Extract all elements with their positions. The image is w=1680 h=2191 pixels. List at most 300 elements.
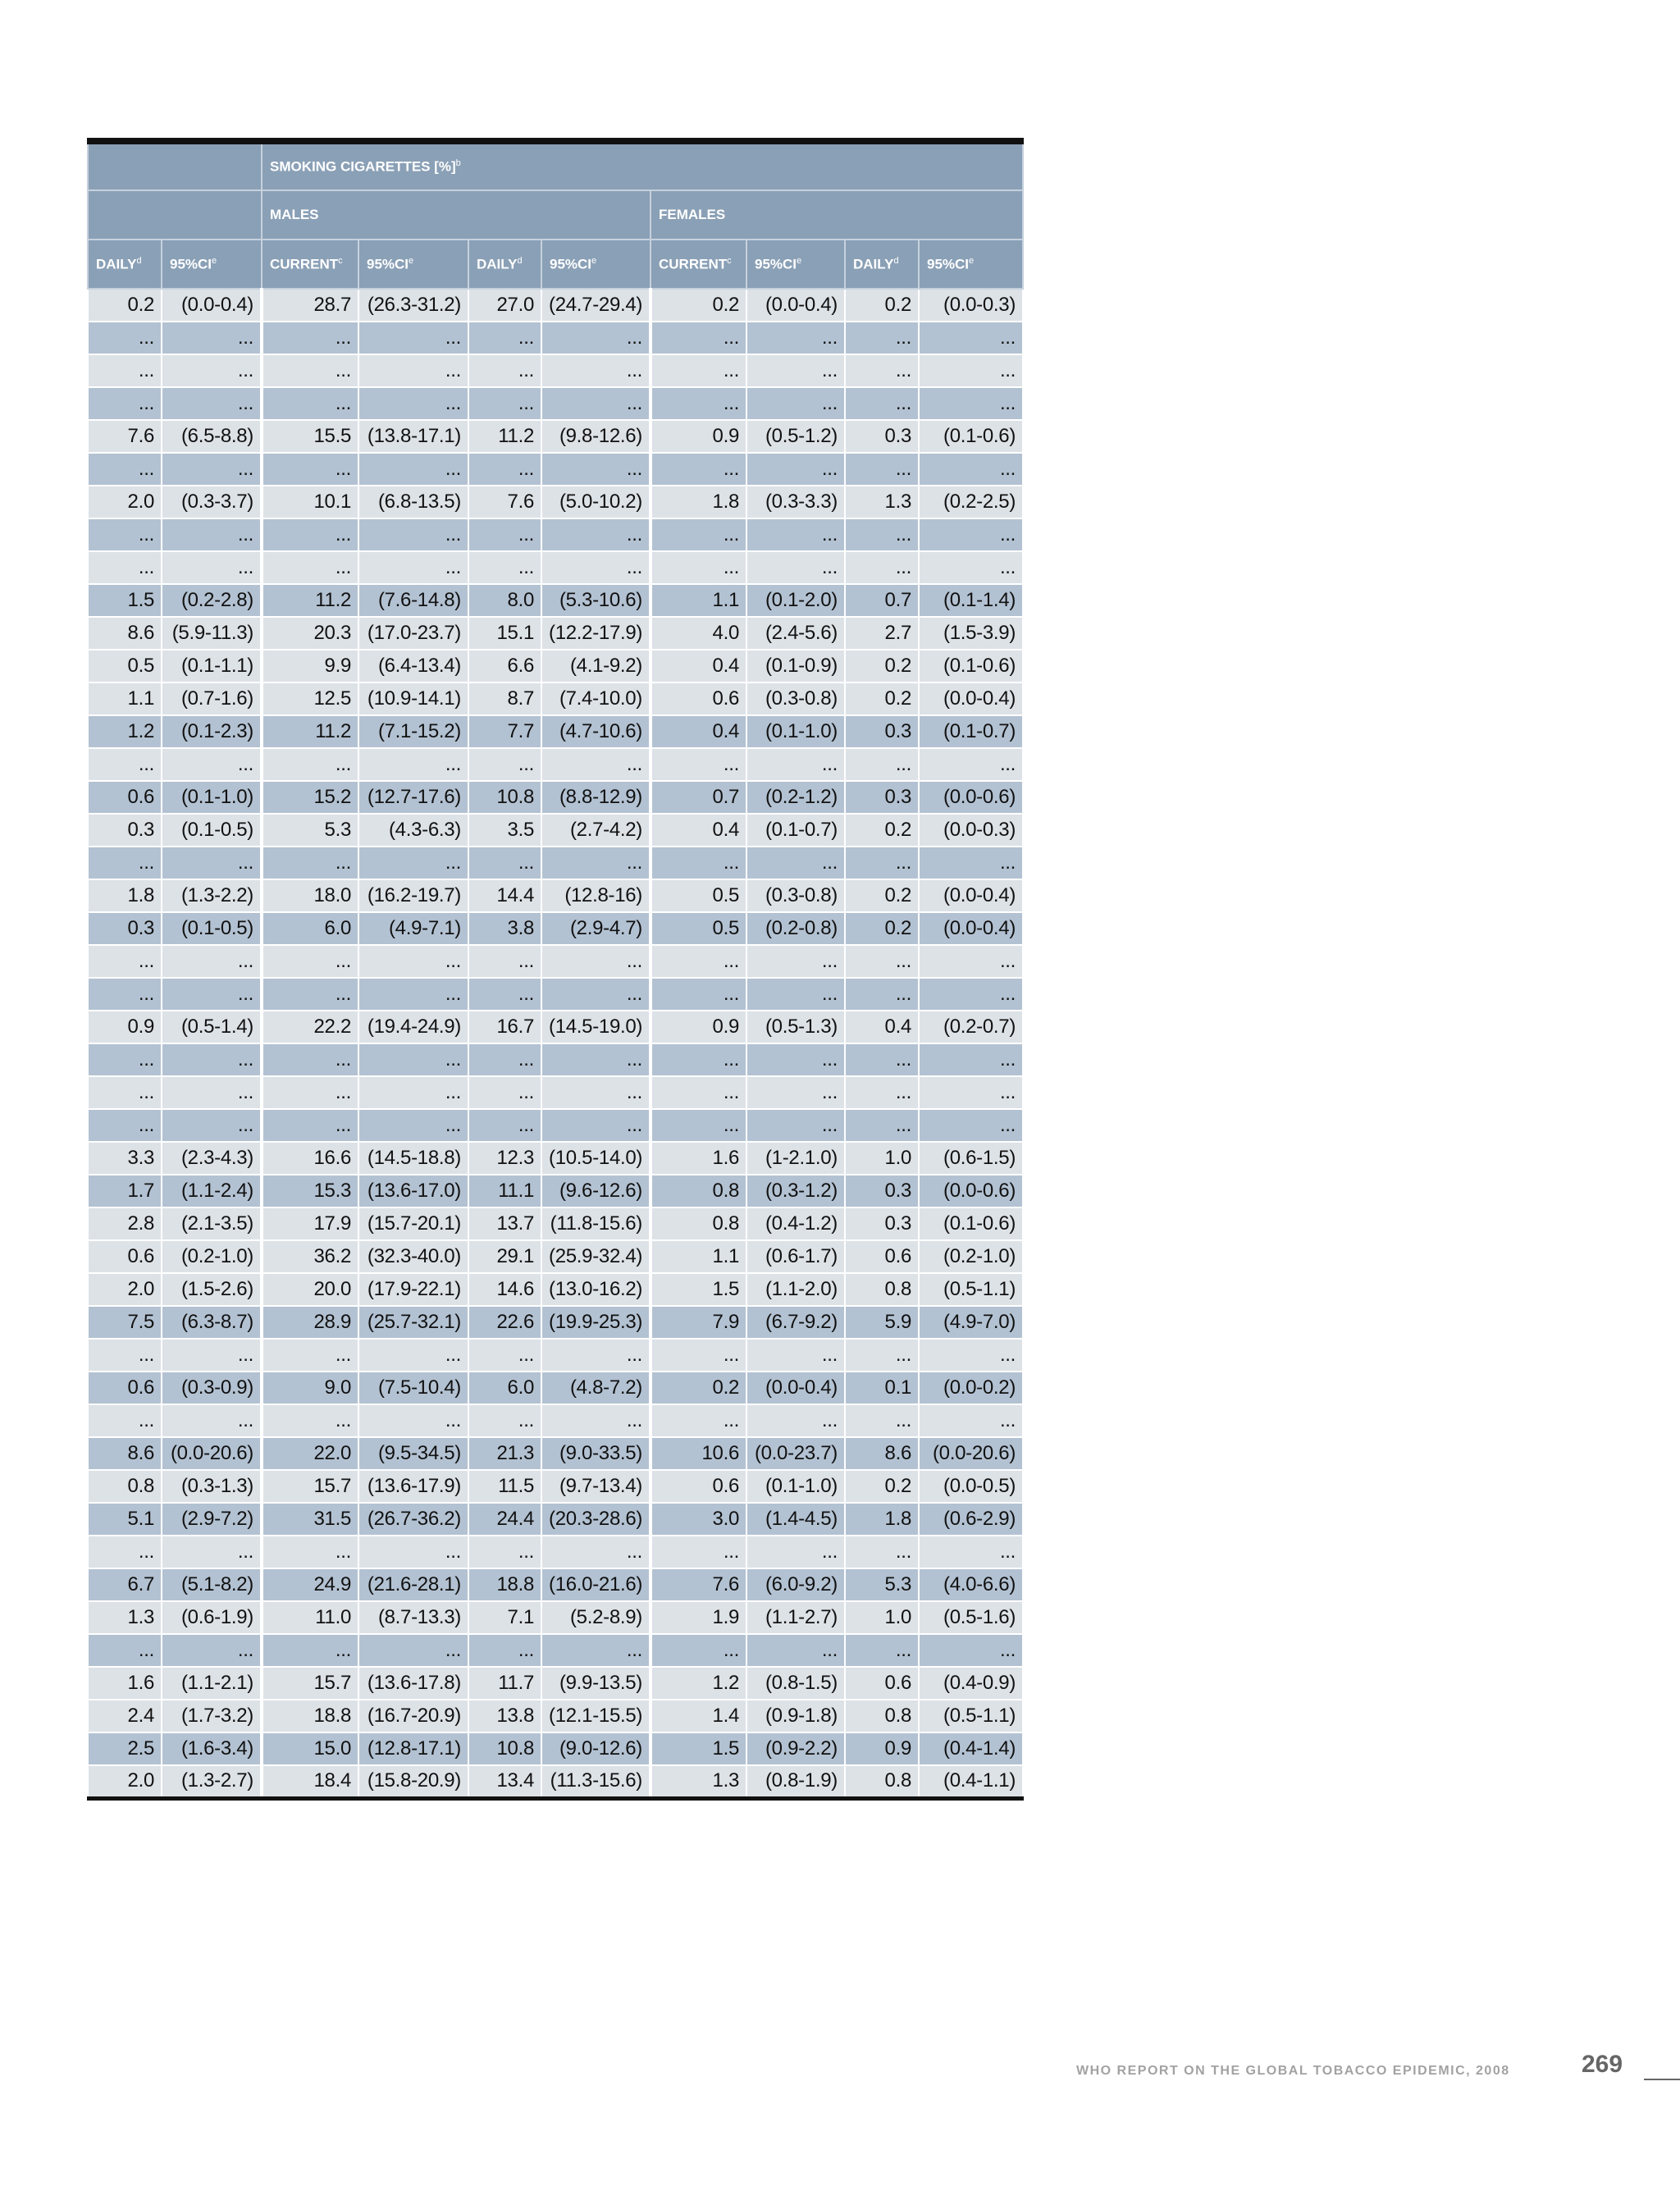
table-cell: ... [468,322,541,354]
table-cell: (6.7-9.2) [746,1306,845,1339]
table-cell: 1.5 [651,1732,746,1765]
table-cell: (1.4-4.5) [746,1503,845,1536]
table-cell: (1.6-3.4) [162,1732,262,1765]
report-title: WHO REPORT ON THE GLOBAL TOBACCO EPIDEMIC, 2008 [1076,2064,1510,2078]
table-cell: (6.8-13.5) [358,486,468,518]
table-cell: 0.6 [88,781,162,814]
table-cell: ... [651,387,746,420]
table-cell: 2.0 [88,1273,162,1306]
table-cell: (0.0-0.5) [919,1470,1023,1503]
table-cell: (0.0-0.4) [919,682,1023,715]
table-row [88,1372,1023,1404]
table-cell: ... [262,1076,358,1109]
table-cell: (13.6-17.8) [358,1667,468,1700]
table-cell: ... [845,387,919,420]
table-cell: 2.8 [88,1207,162,1240]
table-cell: 0.6 [88,1240,162,1273]
table-cell: (4.1-9.2) [541,650,651,682]
table-cell: 7.6 [651,1568,746,1601]
table-cell: (0.6-2.9) [919,1503,1023,1536]
table-cell: (13.0-16.2) [541,1273,651,1306]
table-cell: ... [541,1339,651,1372]
table-cell: 18.8 [468,1568,541,1601]
column-header-label: DAILY [477,256,518,272]
table-cell: (0.2-1.2) [746,781,845,814]
table-cell: 20.0 [262,1273,358,1306]
table-cell: 12.5 [262,682,358,715]
table-cell: (0.2-2.5) [919,486,1023,518]
table-cell: ... [262,354,358,387]
table-cell: (5.0-10.2) [541,486,651,518]
table-cell: 1.2 [88,715,162,748]
column-header [88,240,162,289]
table-cell: ... [262,551,358,584]
table-cell: (0.5-1.1) [919,1273,1023,1306]
table-cell: (2.9-4.7) [541,912,651,945]
column-header-label: 95%CI [755,256,797,272]
table-cell: 1.1 [651,1240,746,1273]
table-cell: (1.3-2.7) [162,1765,262,1798]
table-cell: (0.4-1.2) [746,1207,845,1240]
table-cell: 0.9 [651,420,746,453]
table-cell: (26.7-36.2) [358,1503,468,1536]
table-cell: 15.3 [262,1175,358,1207]
table-cell: 1.4 [651,1700,746,1732]
table-cell: 0.2 [88,289,162,322]
table-cell: 0.8 [88,1470,162,1503]
table-row [88,584,1023,617]
table-cell: 1.0 [845,1601,919,1634]
table-cell: 0.3 [845,420,919,453]
table-cell: (32.3-40.0) [358,1240,468,1273]
table-cell: ... [541,1076,651,1109]
table-cell: 14.6 [468,1273,541,1306]
table-cell: (0.3-3.3) [746,486,845,518]
column-header-label: CURRENT [270,256,339,272]
table-cell: (26.3-31.2) [358,289,468,322]
table-cell: (4.8-7.2) [541,1372,651,1404]
table-cell: ... [88,1634,162,1667]
table-cell: ... [746,1109,845,1142]
table-cell: 15.0 [262,1732,358,1765]
table-cell: ... [746,1339,845,1372]
table-cell: (17.9-22.1) [358,1273,468,1306]
table-cell: (20.3-28.6) [541,1503,651,1536]
table-cell: (15.7-20.1) [358,1207,468,1240]
table-cell: ... [746,518,845,551]
table-cell: 7.5 [88,1306,162,1339]
table-cell: (8.8-12.9) [541,781,651,814]
table-cell: ... [541,453,651,486]
table-cell: 18.0 [262,879,358,912]
table-cell: ... [358,1339,468,1372]
table-cell: 0.6 [88,1372,162,1404]
table-cell: (0.3-0.8) [746,682,845,715]
table-cell: ... [468,1043,541,1076]
header-row-sex [88,190,1023,240]
table-cell: ... [358,387,468,420]
table-cell: 14.4 [468,879,541,912]
table-cell: ... [358,1076,468,1109]
column-header-label: DAILY [96,256,137,272]
table-cell: 21.3 [468,1437,541,1470]
table-cell: ... [358,1634,468,1667]
table-cell: ... [88,945,162,978]
table-cell: (0.1-0.7) [919,715,1023,748]
table-cell: ... [746,978,845,1011]
table-cell: (25.9-32.4) [541,1240,651,1273]
table-row [88,1667,1023,1700]
table-cell: ... [651,1634,746,1667]
table-cell: (0.2-0.7) [919,1011,1023,1043]
table-cell: 6.6 [468,650,541,682]
table-cell: ... [651,1339,746,1372]
table-cell: 0.4 [845,1011,919,1043]
table-cell: ... [162,1043,262,1076]
table-cell: ... [651,551,746,584]
table-cell: ... [262,387,358,420]
table-cell: (1.1-2.7) [746,1601,845,1634]
table-cell: (7.5-10.4) [358,1372,468,1404]
table-cell: (6.3-8.7) [162,1306,262,1339]
table-cell: 22.6 [468,1306,541,1339]
table-cell: 0.7 [845,584,919,617]
table-cell: ... [358,1404,468,1437]
table-cell: ... [651,354,746,387]
table-cell: 20.3 [262,617,358,650]
table-cell: ... [919,453,1023,486]
table-cell: 29.1 [468,1240,541,1273]
column-header-footnote: d [893,255,899,266]
table-cell: 0.6 [651,1470,746,1503]
table-cell: (6.4-13.4) [358,650,468,682]
table-cell: ... [919,945,1023,978]
table-cell: ... [746,453,845,486]
table-cell: 0.2 [845,1470,919,1503]
table-row [88,1011,1023,1043]
table-cell: 1.5 [651,1273,746,1306]
table-cell: ... [541,1634,651,1667]
table-cell: ... [358,945,468,978]
table-cell: (21.6-28.1) [358,1568,468,1601]
column-header-footnote: c [338,255,343,266]
table-cell: (1.1-2.4) [162,1175,262,1207]
table-cell: (0.0-20.6) [162,1437,262,1470]
table-cell: ... [162,1076,262,1109]
table-cell: ... [262,945,358,978]
table-cell: ... [746,1076,845,1109]
table-cell: 28.7 [262,289,358,322]
table-cell: (7.1-15.2) [358,715,468,748]
table-cell: ... [845,978,919,1011]
footer-rule [1644,2079,1680,2080]
table-cell: (13.6-17.0) [358,1175,468,1207]
table-row [88,1043,1023,1076]
table-cell: 10.6 [651,1437,746,1470]
column-header-label: CURRENT [659,256,728,272]
table-cell: (9.6-12.6) [541,1175,651,1207]
table-cell: (0.3-1.2) [746,1175,845,1207]
table-cell: (2.9-7.2) [162,1503,262,1536]
table-cell: (5.1-8.2) [162,1568,262,1601]
table-cell: 11.2 [262,715,358,748]
table-cell: 0.1 [845,1372,919,1404]
table-cell: ... [541,1404,651,1437]
table-cell: 6.0 [468,1372,541,1404]
table-cell: 0.7 [651,781,746,814]
table-cell: 0.2 [651,289,746,322]
table-cell: ... [746,847,845,879]
table-cell: 15.7 [262,1470,358,1503]
table-row [88,748,1023,781]
table-cell: 22.2 [262,1011,358,1043]
table-cell: (8.7-13.3) [358,1601,468,1634]
table-cell: ... [262,1536,358,1568]
table-cell: (0.0-0.4) [746,289,845,322]
table-cell: ... [358,1536,468,1568]
table-row [88,617,1023,650]
table-cell: 16.6 [262,1142,358,1175]
table-cell: (19.4-24.9) [358,1011,468,1043]
table-cell: ... [541,748,651,781]
table-cell: ... [262,1109,358,1142]
table-cell: ... [468,847,541,879]
table-cell: 12.3 [468,1142,541,1175]
table-cell: ... [919,551,1023,584]
table-cell: ... [88,978,162,1011]
table-cell: (0.3-3.7) [162,486,262,518]
table-cell: (7.4-10.0) [541,682,651,715]
table-cell: ... [919,1043,1023,1076]
table-cell: (9.7-13.4) [541,1470,651,1503]
table-cell: ... [845,1339,919,1372]
table-cell: 1.3 [88,1601,162,1634]
table-cell: 0.9 [88,1011,162,1043]
table-cell: (0.0-0.2) [919,1372,1023,1404]
table-cell: 1.1 [651,584,746,617]
table-row [88,879,1023,912]
table-cell: (4.3-6.3) [358,814,468,847]
table-cell: 7.7 [468,715,541,748]
table-cell: ... [468,1404,541,1437]
table-cell: 10.8 [468,781,541,814]
table-cell: ... [162,847,262,879]
table-row [88,420,1023,453]
females-header: FEMALES [651,190,1023,240]
table-cell: (12.8-16) [541,879,651,912]
table-cell: (0.5-1.6) [919,1601,1023,1634]
table-cell: 6.0 [262,912,358,945]
table-cell: ... [845,1404,919,1437]
table-cell: 27.0 [468,289,541,322]
table-row [88,1568,1023,1601]
table-cell: ... [468,1339,541,1372]
table-cell: ... [845,847,919,879]
table-cell: ... [845,1043,919,1076]
table-cell: 9.9 [262,650,358,682]
column-header [262,240,358,289]
table-cell: 3.8 [468,912,541,945]
table-cell: 1.1 [88,682,162,715]
table-cell: (16.2-19.7) [358,879,468,912]
table-cell: (0.1-0.9) [746,650,845,682]
table-cell: (0.2-1.0) [919,1240,1023,1273]
table-cell: (19.9-25.3) [541,1306,651,1339]
table-cell: (6.0-9.2) [746,1568,845,1601]
table-cell: 17.9 [262,1207,358,1240]
header-row-columns [88,240,1023,289]
table-cell: ... [651,847,746,879]
column-header-footnote: e [409,255,414,266]
table-cell: 1.0 [845,1142,919,1175]
table-cell: (12.7-17.6) [358,781,468,814]
table-cell: 5.9 [845,1306,919,1339]
table-cell: ... [845,322,919,354]
table-cell: ... [358,518,468,551]
table-cell: ... [468,1634,541,1667]
column-header-footnote: d [517,255,523,266]
table-cell: (0.6-1.9) [162,1601,262,1634]
table-row [88,486,1023,518]
table-cell: (0.1-0.5) [162,814,262,847]
table-cell: (0.3-0.9) [162,1372,262,1404]
table-cell: (0.4-0.9) [919,1667,1023,1700]
table-cell: ... [541,354,651,387]
table-row [88,682,1023,715]
table-cell: ... [358,978,468,1011]
table-cell: 10.1 [262,486,358,518]
table-row [88,650,1023,682]
table-cell: (14.5-18.8) [358,1142,468,1175]
table-cell: ... [919,748,1023,781]
table-row [88,1240,1023,1273]
table-cell: (1.5-3.9) [919,617,1023,650]
table-cell: ... [845,748,919,781]
table-cell: ... [919,322,1023,354]
table-cell: 0.2 [845,289,919,322]
table-cell: 0.9 [845,1732,919,1765]
column-header-label: 95%CI [927,256,970,272]
table-cell: (9.5-34.5) [358,1437,468,1470]
table-row [88,1273,1023,1306]
table-cell: (1-2.1.0) [746,1142,845,1175]
table-cell: (24.7-29.4) [541,289,651,322]
column-header [845,240,919,289]
table-cell: (15.8-20.9) [358,1765,468,1798]
table-cell: 0.2 [651,1372,746,1404]
page-number: 269 [1582,2051,1623,2078]
table-row [88,453,1023,486]
table-cell: 11.2 [468,420,541,453]
table-row [88,387,1023,420]
table-cell: (7.6-14.8) [358,584,468,617]
table-cell: (2.1-3.5) [162,1207,262,1240]
table-cell: ... [541,1043,651,1076]
table-cell: (9.0-12.6) [541,1732,651,1765]
table-cell: (17.0-23.7) [358,617,468,650]
column-header [746,240,845,289]
table-row [88,518,1023,551]
table-cell: 8.0 [468,584,541,617]
table-cell: 0.9 [651,1011,746,1043]
table-cell: (25.7-32.1) [358,1306,468,1339]
table-cell: ... [468,945,541,978]
table-cell: ... [162,354,262,387]
table-cell: (0.9-2.2) [746,1732,845,1765]
table-cell: (5.2-8.9) [541,1601,651,1634]
table-cell: ... [262,1634,358,1667]
table-row [88,1700,1023,1732]
table-cell: (2.4-5.6) [746,617,845,650]
table-cell: ... [845,1536,919,1568]
column-header-footnote: e [969,255,975,266]
column-header-footnote: e [797,255,802,266]
table-cell: 3.5 [468,814,541,847]
table-row [88,1207,1023,1240]
table-cell: 15.5 [262,420,358,453]
table-cell: (0.1-0.5) [162,912,262,945]
table-cell: ... [541,1109,651,1142]
table-cell: ... [358,453,468,486]
table-cell: ... [88,1404,162,1437]
table-row [88,1601,1023,1634]
table-cell: ... [468,551,541,584]
table-cell: (0.1-1.0) [746,1470,845,1503]
table-cell: ... [262,978,358,1011]
table-cell: (16.0-21.6) [541,1568,651,1601]
table-cell: (0.5-1.3) [746,1011,845,1043]
column-header [468,240,541,289]
table-cell: (4.9-7.0) [919,1306,1023,1339]
column-header [541,240,651,289]
table-cell: (9.0-33.5) [541,1437,651,1470]
table-cell: (0.2-0.8) [746,912,845,945]
table-cell: ... [919,1076,1023,1109]
table-cell: ... [845,945,919,978]
table-cell: ... [468,453,541,486]
table-cell: 0.2 [845,682,919,715]
table-cell: (0.1-0.6) [919,1207,1023,1240]
table-row [88,978,1023,1011]
table-cell: (0.3-1.3) [162,1470,262,1503]
table-cell: 15.7 [262,1667,358,1700]
table-cell: (10.9-14.1) [358,682,468,715]
table-cell: 2.5 [88,1732,162,1765]
table-cell: ... [162,978,262,1011]
table-cell: 16.7 [468,1011,541,1043]
table-cell: 3.3 [88,1142,162,1175]
table-row [88,289,1023,322]
table-cell: (0.0-0.4) [162,289,262,322]
table-cell: 0.2 [845,650,919,682]
table-row [88,1339,1023,1372]
table-cell: (5.3-10.6) [541,584,651,617]
table-cell: (0.2-2.8) [162,584,262,617]
table-cell: (0.0-0.4) [919,879,1023,912]
table-cell: (0.6-1.5) [919,1142,1023,1175]
table-cell: ... [845,551,919,584]
group-title: SMOKING CIGARETTES [%] [270,158,456,175]
table-cell: ... [88,322,162,354]
column-header-footnote: e [212,255,217,266]
table-cell: 0.8 [845,1765,919,1798]
table-cell: ... [746,551,845,584]
table-cell: 5.3 [262,814,358,847]
column-header-label: 95%CI [550,256,592,272]
table-row [88,1536,1023,1568]
males-header: MALES [262,190,651,240]
table-cell: (0.1-0.7) [746,814,845,847]
